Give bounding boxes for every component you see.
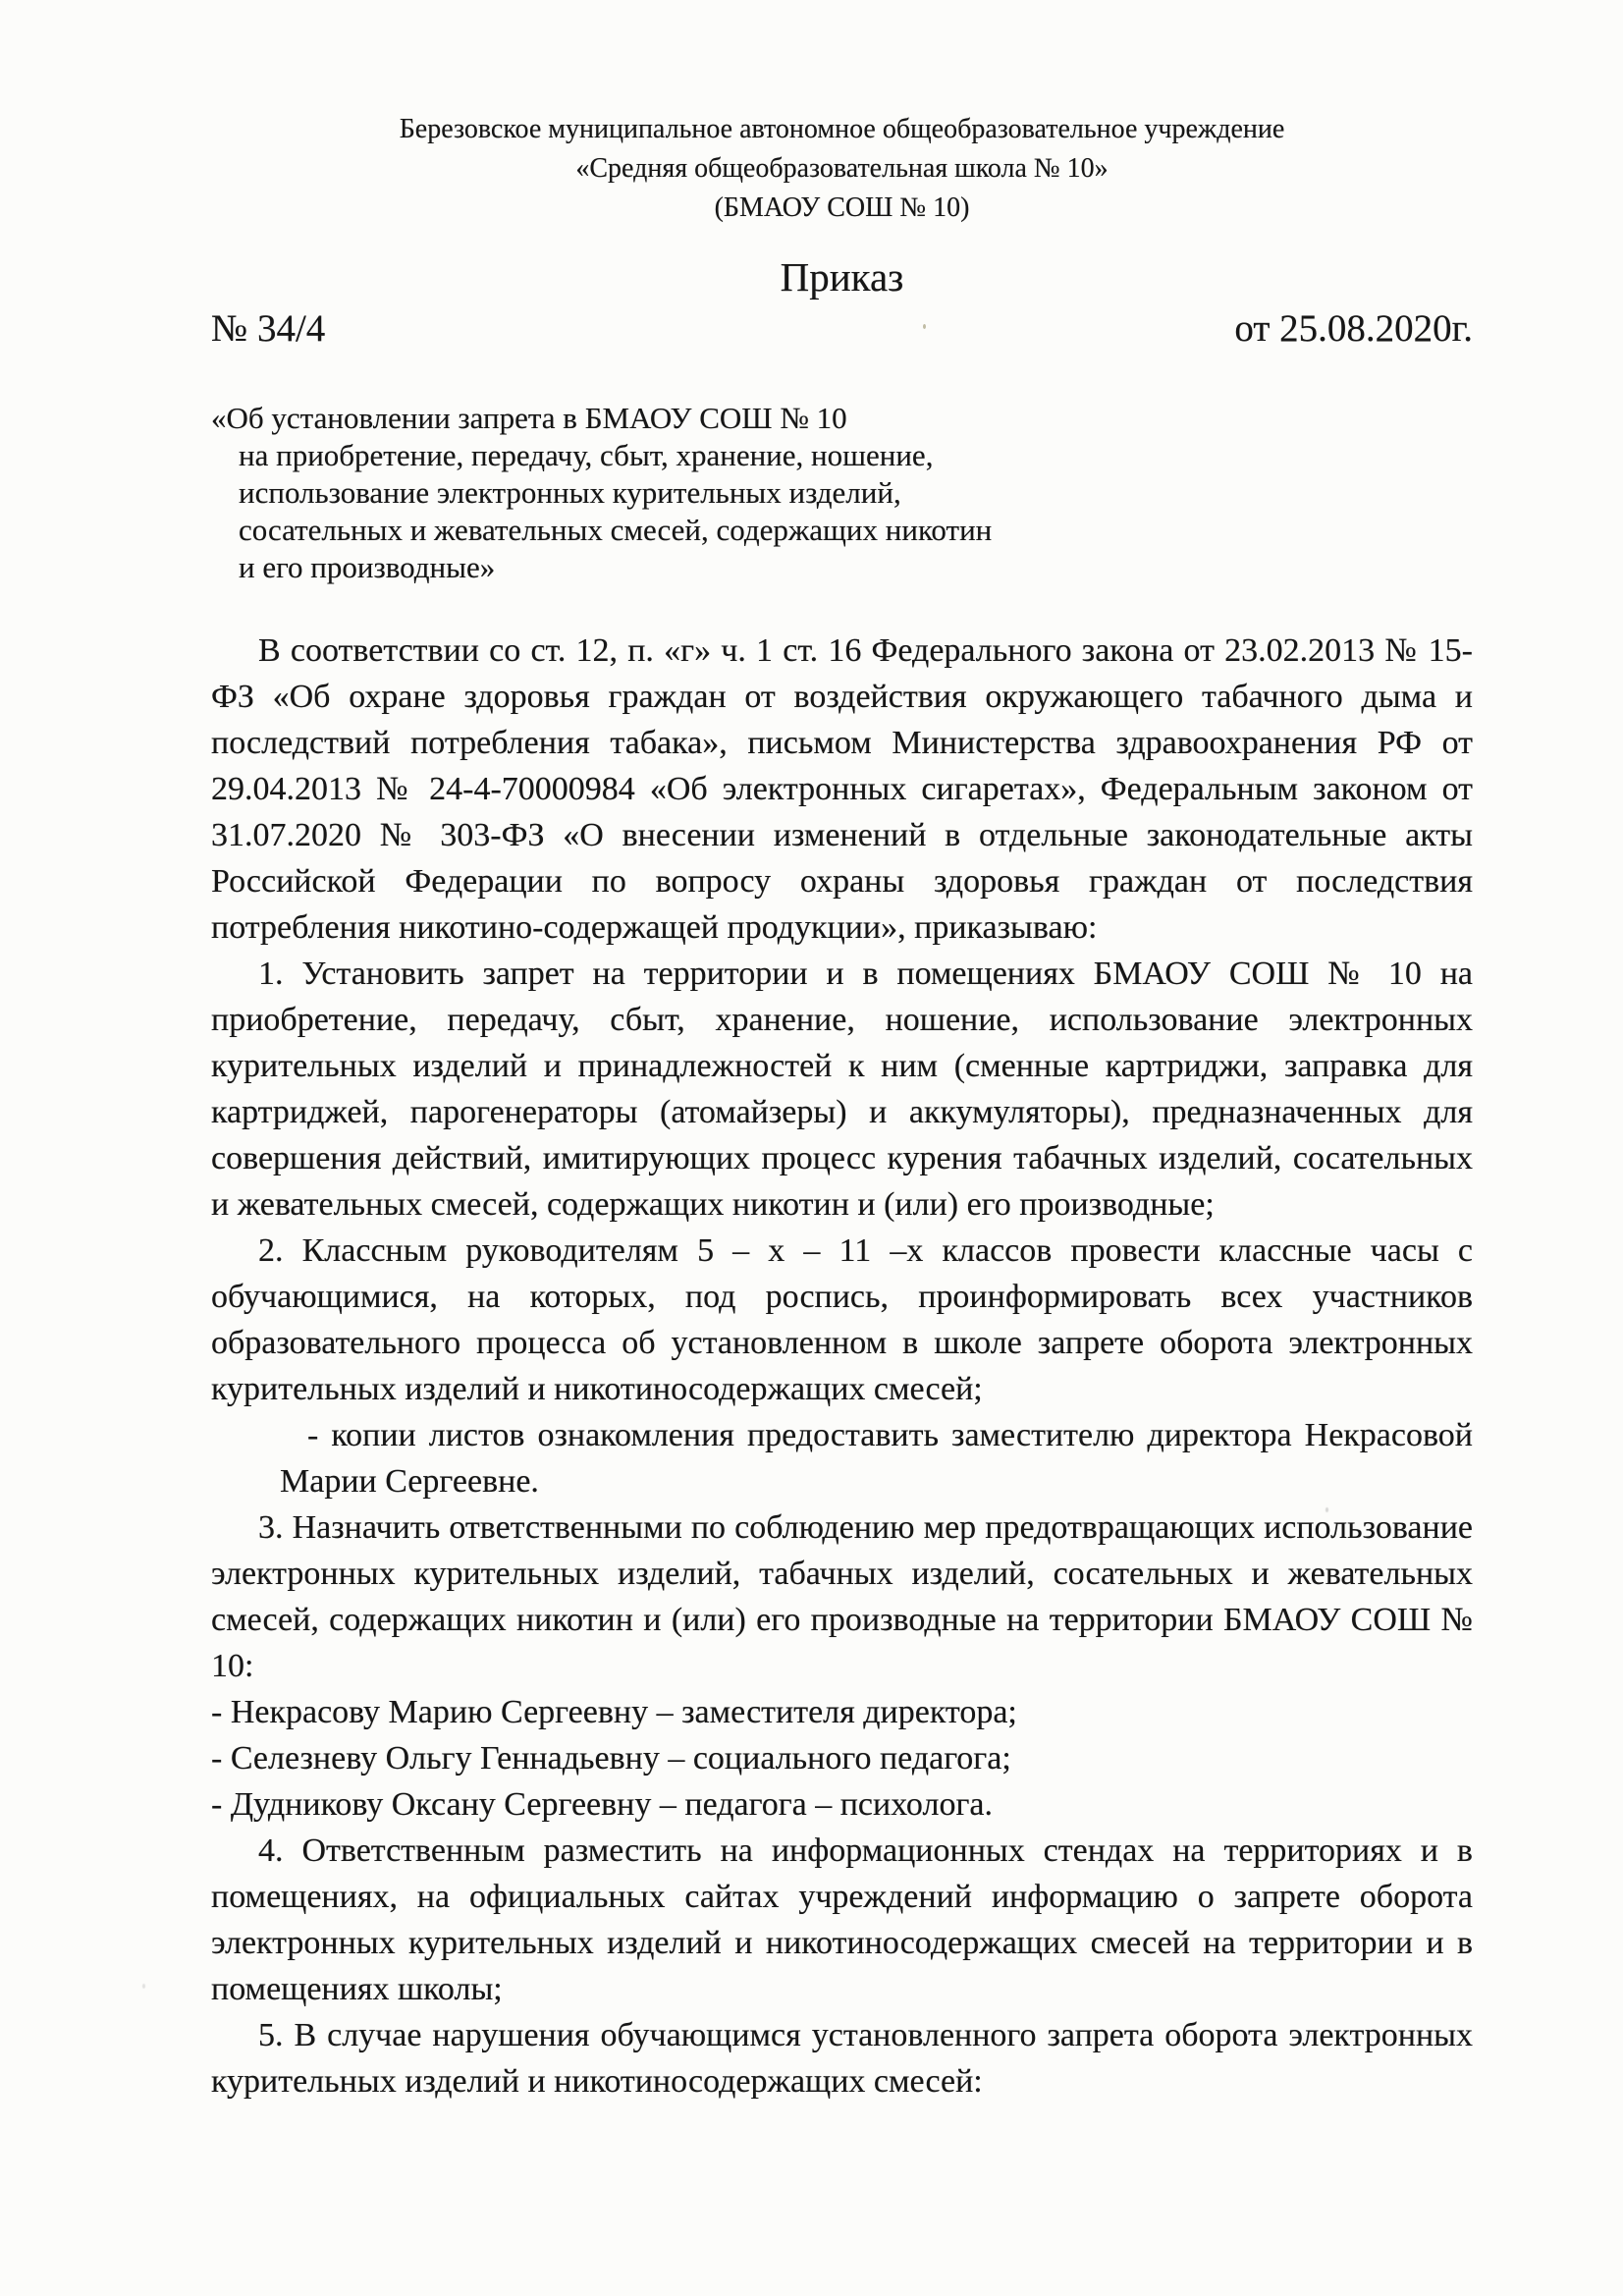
- document-header: [211, 110, 1473, 228]
- organization-abbreviation: (БМАОУ СОШ № 10): [714, 192, 970, 223]
- responsible-person-2: - Селезневу Ольгу Геннадьевну – социального педагога;: [211, 1740, 1011, 1777]
- subject-line: на приобретение, передачу, сбыт, хранение, ношение,: [239, 438, 934, 472]
- order-item-3: 3. Назначить ответственными по соблюдению мер предотвращающих использование электронных курительных изделий, табачных изделий, сосательных и жевательных смесей, содержащих никотин и (или) его производные на территории БМАОУ СОШ № 10:: [211, 1509, 1473, 1684]
- document-number: № 34/4: [211, 307, 326, 350]
- number-date-row: [211, 306, 1473, 351]
- subject-line: «Об установлении запрета в БМАОУ СОШ № 10: [211, 401, 847, 435]
- organization-name-line2: «Средняя общеобразовательная школа № 10»: [575, 153, 1109, 184]
- document-type-title: Приказ: [780, 254, 904, 300]
- organization-name-line1: Березовское муниципальное автономное общеобразовательное учреждение: [399, 114, 1285, 144]
- order-item-2-subitem: - копии листов ознакомления предоставить заместителю директора Некрасовой Марии Сергеевне.: [280, 1417, 1473, 1500]
- order-item-5: 5. В случае нарушения обучающимся установленного запрета оборота электронных курительных изделий и никотиносодержащих смесей:: [211, 2017, 1473, 2100]
- preamble-paragraph: В соответствии со ст. 12, п. «г» ч. 1 ст. 16 Федерального закона от 23.02.2013 № 15-ФЗ «Об охране здоровья граждан от воздействия окружающего табачного дыма и последствий потребления табака», письмом Министерства здравоохранения РФ от 29.04.2013 № 24-4-70000984 «Об электронных сигаретах», Федеральным законом от 31.07.2020 № 303-ФЗ «О внесении изменений в отдельные законодательные акты Российской Федерации по вопросу охраны здоровья граждан от последствия потребления никотино-содержащей продукции», приказываю:: [211, 632, 1473, 946]
- order-item-2: 2. Классным руководителям 5 – х – 11 –х классов провести классные часы с обучающимися, на которых, под роспись, проинформировать всех участников образовательного процесса об установленном в школе запрете оборота электронных курительных изделий и никотиносодержащих смесей;: [211, 1232, 1473, 1407]
- order-item-4: 4. Ответственным разместить на информационных стендах на территориях и в помещениях, на официальных сайтах учреждений информацию о запрете оборота электронных курительных изделий и никотиносодержащих смесей на территории и в помещениях школы;: [211, 1832, 1473, 2007]
- responsible-person-1: - Некрасову Марию Сергеевну – заместителя директора;: [211, 1694, 1017, 1730]
- subject-block: [211, 400, 1473, 586]
- responsible-person-3: - Дудникову Оксану Сергеевну – педагога – психолога.: [211, 1786, 993, 1823]
- order-body: [211, 628, 1473, 2105]
- document-date: от 25.08.2020г.: [1234, 307, 1473, 350]
- subject-line: и его производные»: [239, 550, 496, 584]
- subject-line: сосательных и жевательных смесей, содержащих никотин: [239, 513, 993, 547]
- order-item-1: 1. Установить запрет на территории и в помещениях БМАОУ СОШ № 10 на приобретение, передачу, сбыт, хранение, ношение, использование электронных курительных изделий и принадлежностей к ним (сменные картриджи, заправка для картриджей, парогенераторы (атомайзеры) и аккумуляторы), предназначенных для совершения действий, имитирующих процесс курения табачных изделий, сосательных и жевательных смесей, содержащих никотин и (или) его производные;: [211, 956, 1473, 1223]
- subject-line: использование электронных курительных изделий,: [239, 475, 901, 510]
